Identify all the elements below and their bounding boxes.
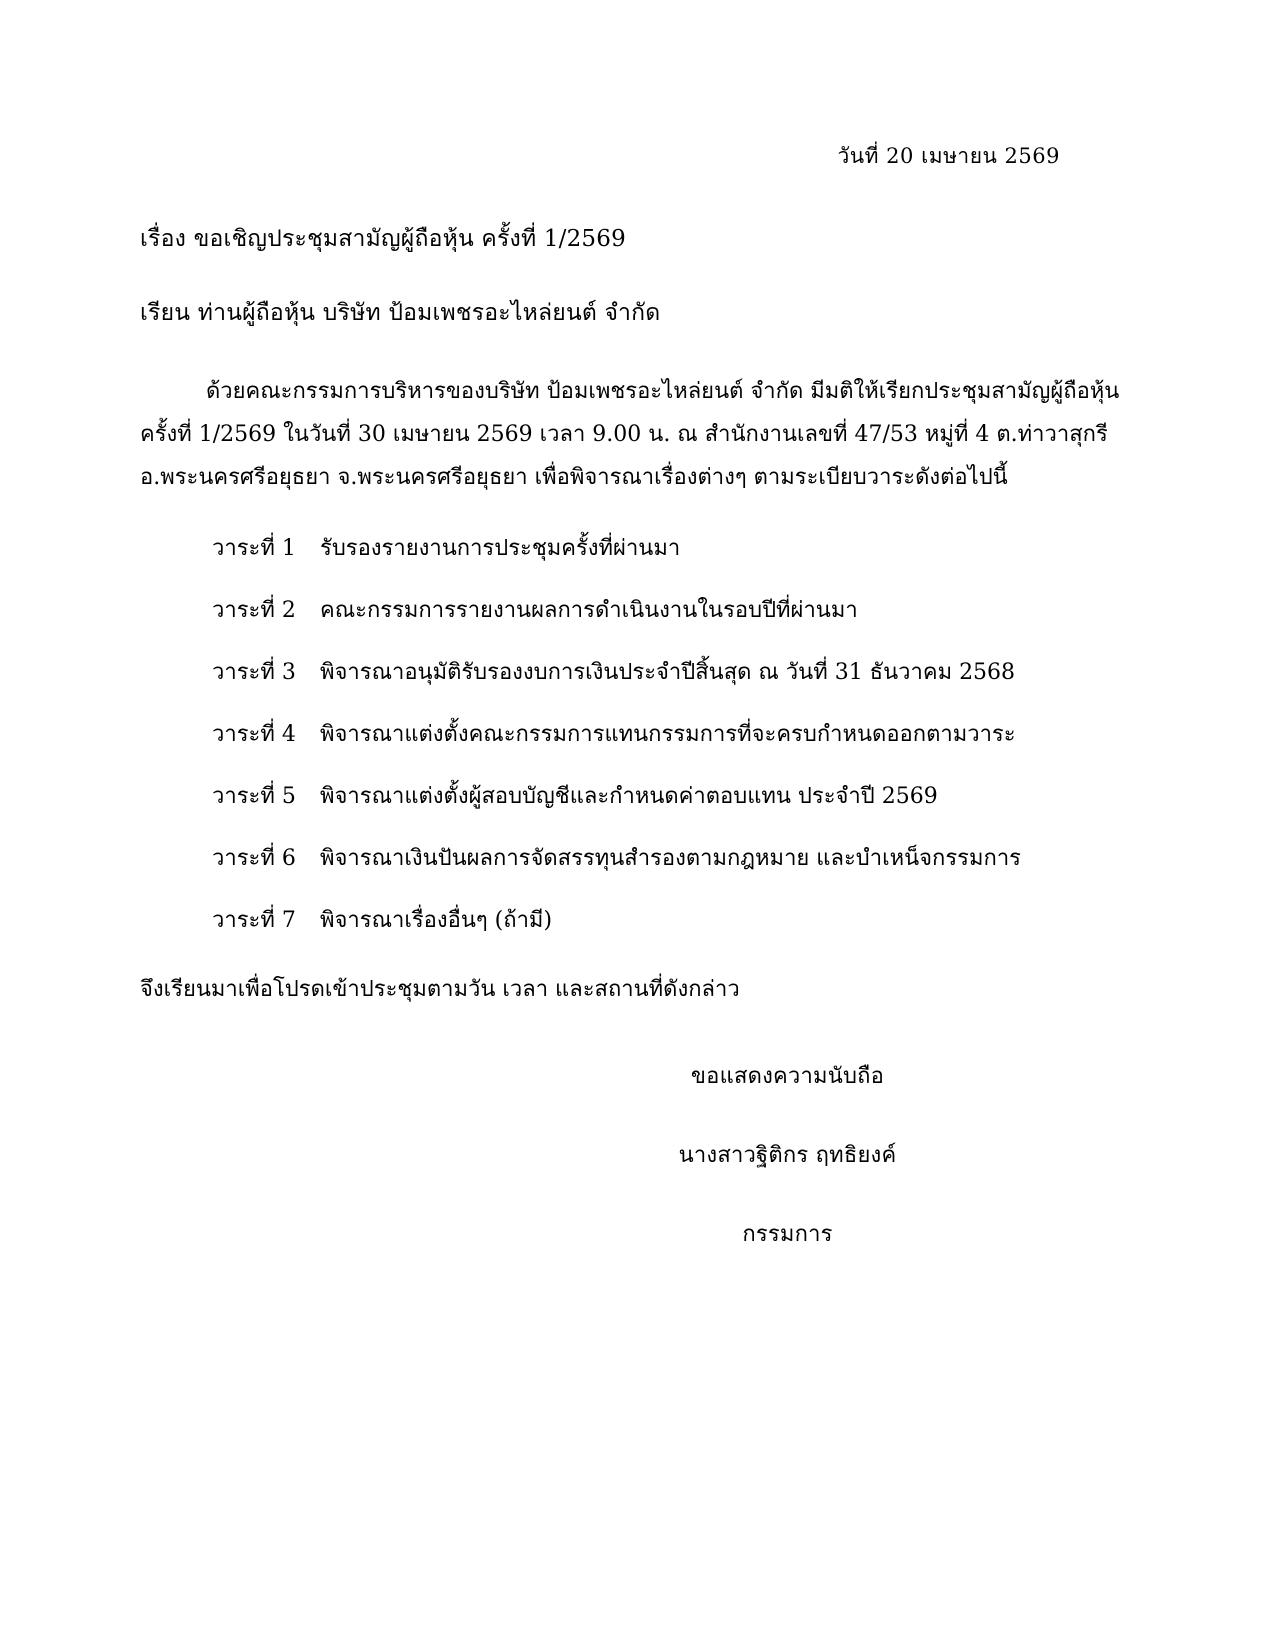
agenda-label: วาระที่ 6 <box>212 845 296 871</box>
body-paragraph-text: ด้วยคณะกรรมการบริหารของบริษัท ป้อมเพชรอะไหล่ยนต์ จำกัด มีมติให้เรียกประชุมสามัญผู้ถือหุ้น ครั้งที่ 1/2569 ในวันที่ 30 เมษายน 2569 เวลา 9.00 น. ณ สำนักงานเลขที่ 47/53 หมู่ที่ 4 ต.ท่าวาสุกรี อ.พระนครศรีอยุธยา จ.พระนครศรีอยุธยา เพื่อพิจารณาเรื่องต่างๆ ตามระเบียบวาระดังต่อไปนี้ <box>140 379 1120 490</box>
signature-regards: ขอแสดงความนับถือ <box>690 1063 885 1089</box>
signature-position: กรรมการ <box>742 1221 833 1247</box>
date-line: วันที่ 20 เมษายน 2569 <box>837 144 1060 168</box>
agenda-label: วาระที่ 5 <box>212 783 296 809</box>
recipient-line: เรียน ท่านผู้ถือหุ้น บริษัท ป้อมเพชรอะไหล่ยนต์ จำกัด <box>140 300 661 326</box>
list-item <box>140 530 1135 565</box>
agenda-label: วาระที่ 1 <box>212 535 296 561</box>
signature-block <box>440 1058 1135 1251</box>
agenda-text: พิจารณาแต่งตั้งผู้สอบบัญชีและกำหนดค่าตอบแทน ประจำปี 2569 <box>320 783 938 809</box>
subject-line: เรื่อง ขอเชิญประชุมสามัญผู้ถือหุ้น ครั้งที่ 1/2569 <box>140 226 626 252</box>
list-item <box>140 778 1135 813</box>
agenda-label: วาระที่ 3 <box>212 659 296 685</box>
signature-name: นางสาวฐิติกร ฤทธิยงค์ <box>678 1142 897 1168</box>
closing-paragraph: จึงเรียนมาเพื่อโปรดเข้าประชุมตามวัน เวลา และสถานที่ดังกล่าว <box>140 976 740 1002</box>
list-item <box>140 654 1135 689</box>
agenda-text: คณะกรรมการรายงานผลการดำเนินงานในรอบปีที่ผ่านมา <box>320 597 858 623</box>
agenda-label: วาระที่ 4 <box>212 721 296 747</box>
agenda-label: วาระที่ 7 <box>212 907 296 933</box>
agenda-label: วาระที่ 2 <box>212 597 296 623</box>
agenda-list <box>140 530 1135 937</box>
agenda-text: รับรองรายงานการประชุมครั้งที่ผ่านมา <box>320 535 681 561</box>
list-item <box>140 592 1135 627</box>
list-item <box>140 902 1135 937</box>
body-paragraph <box>140 371 1135 500</box>
list-item <box>140 840 1135 875</box>
agenda-text: พิจารณาเรื่องอื่นๆ (ถ้ามี) <box>320 907 553 933</box>
agenda-text: พิจารณาแต่งตั้งคณะกรรมการแทนกรรมการที่จะครบกำหนดออกตามวาระ <box>320 721 1016 747</box>
agenda-text: พิจารณาอนุมัติรับรองงบการเงินประจำปีสิ้นสุด ณ วันที่ 31 ธันวาคม 2568 <box>320 659 1016 685</box>
list-item <box>140 716 1135 751</box>
agenda-text: พิจารณาเงินปันผลการจัดสรรทุนสำรองตามกฎหมาย และบำเหน็จกรรมการ <box>320 845 1021 871</box>
